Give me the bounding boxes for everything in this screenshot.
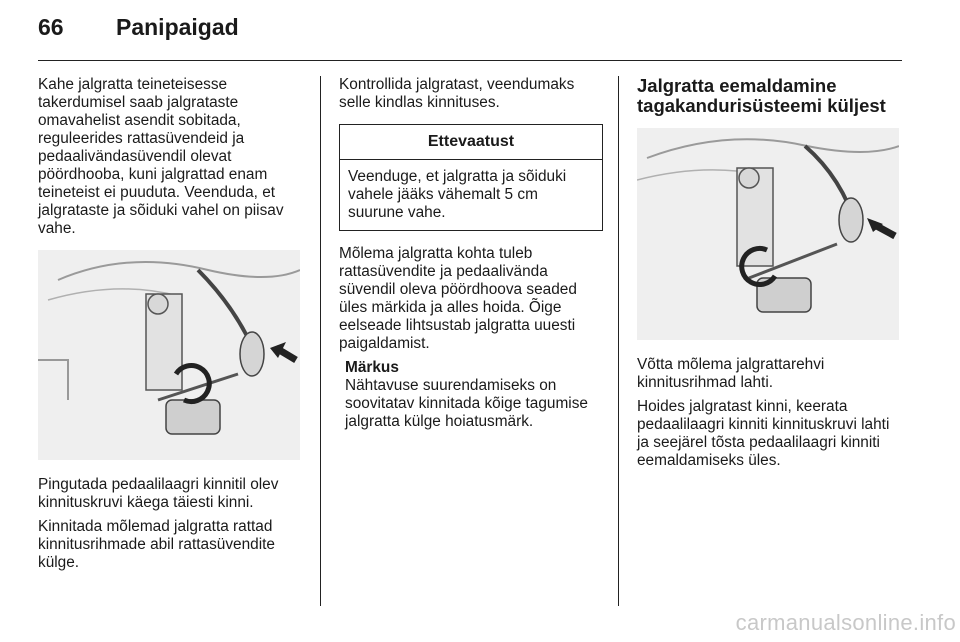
note-text: Nähtavuse suurendamiseks on soovitatav kinnitada kõige tagumise jalgratta külge hoiatusmärk.	[345, 377, 588, 430]
header-rule	[38, 60, 902, 61]
caution-text: Veenduge, et jalgratta ja sõiduki vahele jääks vähemalt 5 cm suurune vahe.	[348, 168, 567, 221]
illustration-pedal-holder-tighten	[38, 250, 300, 460]
paragraph-loosen-screw: Hoides jalgratast kinni, keerata pedaalilaagri kinniti kinnituskruvi lahti ja seejärel tõsta pedaalilaagri kinniti eemaldamiseks üles.	[637, 398, 890, 469]
page-header	[38, 14, 239, 54]
paragraph-fasten-straps: Kinnitada mõlemad jalgratta rattad kinnitusrihmade abil rattasüvendite külge.	[38, 518, 275, 571]
paragraph-loosen-straps: Võtta mõlema jalgrattarehvi kinnitusrihmad lahti.	[637, 356, 825, 391]
column-divider-1	[320, 76, 321, 606]
column-1	[38, 76, 306, 578]
page-title: Panipaigad	[116, 14, 239, 40]
column-3	[637, 76, 905, 476]
column-divider-2	[618, 76, 619, 606]
paragraph-adjust-bikes: Kahe jalgratta teineteisesse takerdumisel saab jalgrataste omavahelist asendit sobitada, reguleerides rattasüvendeid ja pedaalivändasüvendil olevat pöördhooba, kuni jalgrattad enam teineteist ei puuduta. Veenduda, et jalgrataste ja sõiduki vahel on piisav vahe.	[38, 76, 284, 237]
caution-title: Ettevaatust	[340, 125, 602, 160]
note-title: Märkus	[345, 359, 399, 376]
bike-carrier-drawing	[38, 250, 300, 460]
note-block	[339, 359, 603, 431]
page-number: 66	[38, 14, 64, 40]
illustration-pedal-holder-loosen	[637, 128, 899, 340]
column-2	[339, 76, 603, 437]
watermark: carmanualsonline.info	[735, 610, 956, 635]
paragraph-tighten-screw: Pingutada pedaalilaagri kinnitil olev kinnituskruvi käega täiesti kinni.	[38, 476, 279, 511]
paragraph-record-settings: Mõlema jalgratta kohta tuleb rattasüvendite ja pedaalivända süvendil oleva pöördhoova seaded üles märkida ja alles hoida. Õige eelseade lihtsustab jalgratta uuesti paigaldamist.	[339, 245, 577, 352]
caution-box	[339, 124, 603, 231]
section-heading-removal: Jalgratta eemaldamine tagakandurisüsteemi küljest	[637, 75, 886, 116]
bike-carrier-removal-drawing	[637, 128, 899, 340]
paragraph-check-bike: Kontrollida jalgratast, veendumaks selle kindlas kinnituses.	[339, 76, 575, 111]
